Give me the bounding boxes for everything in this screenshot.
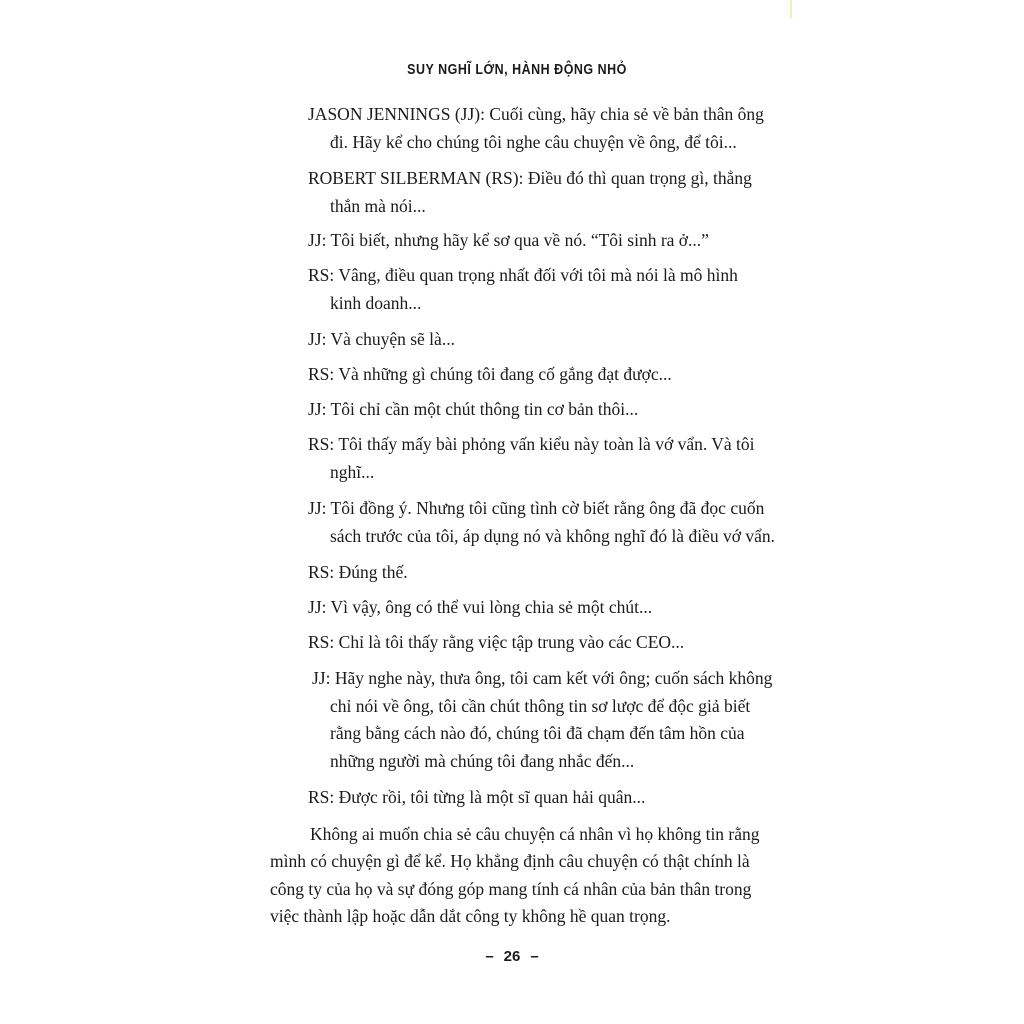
text-line: RS: Đúng thế.	[308, 562, 408, 582]
text-line: công ty của họ và sự đóng góp mang tính cá nhân của bản thân trong	[270, 879, 752, 899]
running-title: SUY NGHĨ LỚN, HÀNH ĐỘNG NHỎ	[407, 62, 627, 78]
text-line: RS: Vâng, điều quan trọng nhất đối với tôi mà nói là mô hình	[308, 265, 738, 285]
folio-dash-right: –	[530, 948, 539, 965]
page-edge-mark	[790, 0, 792, 18]
text-line: JJ: Tôi đồng ý. Nhưng tôi cũng tình cờ biết rằng ông đã đọc cuốn	[308, 498, 765, 518]
text-line: JASON JENNINGS (JJ): Cuối cùng, hãy chia sẻ về bản thân ông	[308, 104, 764, 124]
text-line: mình có chuyện gì để kể. Họ khẳng định câu chuyện có thật chính là	[270, 851, 750, 871]
page-number-footer	[0, 948, 1024, 965]
text-line: JJ: Vì vậy, ông có thể vui lòng chia sẻ một chút...	[308, 597, 653, 617]
text-line: JJ: Và chuyện sẽ là...	[308, 329, 455, 349]
text-line: Không ai muốn chia sẻ câu chuyện cá nhân vì họ không tin rằng	[310, 824, 760, 844]
text-line: rằng bằng cách nào đó, chúng tôi đã chạm đến tâm hồn của	[330, 723, 745, 743]
text-line: những người mà chúng tôi đang nhắc đến...	[330, 751, 635, 771]
folio-dash-left: –	[485, 948, 494, 965]
text-line: thắn mà nói...	[330, 196, 426, 216]
text-line: JJ: Tôi chỉ cần một chút thông tin cơ bản thôi...	[308, 399, 639, 419]
text-line: nghĩ...	[330, 462, 375, 482]
text-line: kinh doanh...	[330, 293, 422, 313]
text-line: RS: Được rồi, tôi từng là một sĩ quan hải quân...	[308, 787, 646, 807]
text-line: RS: Chỉ là tôi thấy rằng việc tập trung vào các CEO...	[308, 632, 685, 652]
text-line: RS: Tôi thấy mấy bài phỏng vấn kiểu này toàn là vớ vẩn. Và tôi	[308, 434, 755, 454]
text-line: JJ: Hãy nghe này, thưa ông, tôi cam kết với ông; cuốn sách không	[312, 668, 773, 688]
text-line: chỉ nói về ông, tôi cần chút thông tin sơ lược để độc giả biết	[330, 696, 751, 716]
text-line: sách trước của tôi, áp dụng nó và không nghĩ đó là điều vớ vẩn.	[330, 526, 775, 546]
text-line: ROBERT SILBERMAN (RS): Điều đó thì quan trọng gì, thẳng	[308, 168, 752, 188]
text-line: JJ: Tôi biết, nhưng hãy kể sơ qua về nó. “Tôi sinh ra ở...”	[308, 230, 709, 250]
text-line: RS: Và những gì chúng tôi đang cố gắng đạt được...	[308, 364, 672, 384]
page-number: 26	[503, 948, 521, 965]
text-line: việc thành lập hoặc dẫn dắt công ty không hề quan trọng.	[270, 906, 671, 926]
text-line: đi. Hãy kể cho chúng tôi nghe câu chuyện về ông, để tôi...	[330, 132, 737, 152]
